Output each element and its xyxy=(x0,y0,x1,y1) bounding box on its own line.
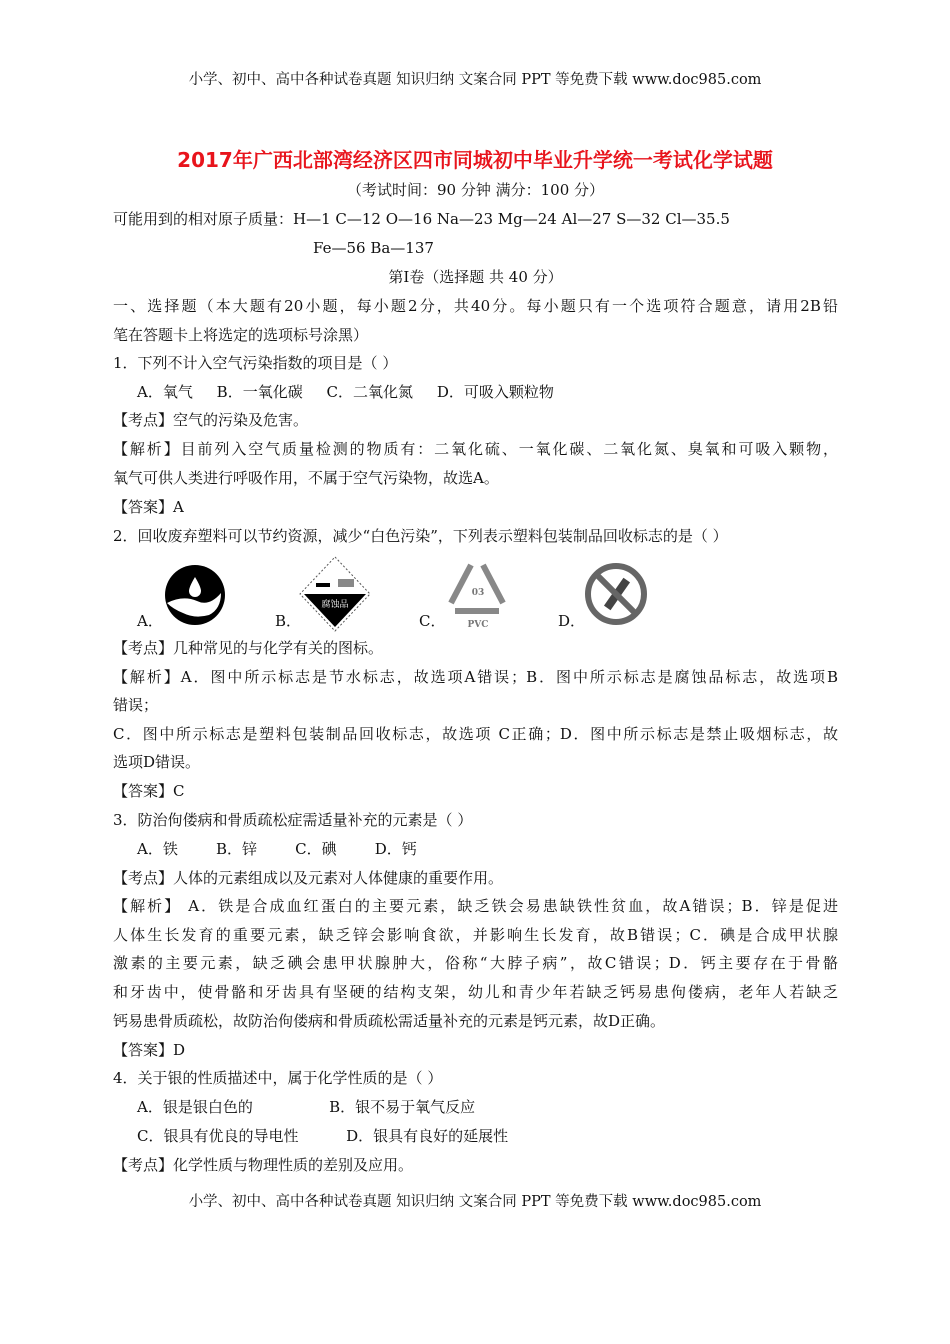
text-line: 人体生长发育的重要元素，缺乏锌会影响食欲，并影响生长发育，故B错误；C．碘是合成甲状腺 xyxy=(113,926,838,944)
no-smoking-icon xyxy=(583,561,649,627)
page-header: 小学、初中、高中各种试卷真题 知识归纳 文案合同 PPT 等免费下载 www.doc985.com xyxy=(188,72,762,88)
text-line: 钙易患骨质疏松，故防治佝偻病和骨质疏松需适量补充的元素是钙元素，故D正确。 xyxy=(113,1012,666,1030)
question-3: 3．防治佝偻病和骨质疏松症需适量补充的元素是（ ） xyxy=(113,811,473,829)
svg-text:腐蚀品: 腐蚀品 xyxy=(321,600,349,610)
text-line: 【解析】A．图中所示标志是节水标志，故选项A错误；B．图中所示标志是腐蚀品标志，故选项B xyxy=(113,668,838,686)
recycle-pvc-icon xyxy=(443,557,513,633)
atomic-masses-cont: Fe—56 Ba—137 xyxy=(313,239,434,257)
text-line: 激素的主要元素，缺乏碘会患甲状腺肿大，俗称“大脖子病”，故C错误；D．钙主要存在于骨骼 xyxy=(113,954,838,972)
svg-text:03: 03 xyxy=(471,588,485,598)
corrosive-icon xyxy=(298,555,372,633)
option-b-label: B． xyxy=(275,612,302,630)
text-line: 笔在答题卡上将选定的选项标号涂黑） xyxy=(113,326,369,344)
atomic-masses: 可能用到的相对原子质量：H—1 C—12 O—16 Na—23 Mg—24 Al—27 S—32 Cl—35.5 xyxy=(113,210,730,228)
options-4-cd: C．银具有优良的导电性 D．银具有良好的延展性 xyxy=(137,1127,509,1145)
question-2-options xyxy=(113,555,713,635)
text-line: 【考点】化学性质与物理性质的差别及应用。 xyxy=(113,1156,414,1174)
question-1: 1．下列不计入空气污染指数的项目是（ ） xyxy=(113,354,398,372)
page-title: 2017年广西北部湾经济区四市同城初中毕业升学统一考试化学试题 xyxy=(177,148,773,172)
water-saving-icon xyxy=(163,563,227,627)
section-heading: 第Ⅰ卷（选择题 共 40 分） xyxy=(388,268,563,286)
question-2: 2．回收废弃塑料可以节约资源，减少“白色污染”，下列表示塑料包装制品回收标志的是（ ） xyxy=(113,527,728,545)
option-d-label: D． xyxy=(558,612,586,630)
text-line: 【解析】目前列入空气质量检测的物质有：二氧化硫、一氧化碳、二氧化氮、臭氧和可吸入颗物， xyxy=(113,440,838,458)
text-line: 【考点】几种常见的与化学有关的图标。 xyxy=(113,639,384,657)
text-line: C．图中所示标志是塑料包装制品回收标志，故选项 C正确；D．图中所示标志是禁止吸烟标志，故 xyxy=(113,725,838,743)
text-line: 氧气可供人类进行呼吸作用，不属于空气污染物，故选A。 xyxy=(113,469,499,487)
answer: 【答案】C xyxy=(113,782,185,800)
text-line: 和牙齿中，使骨骼和牙齿具有坚硬的结构支架，幼儿和青少年若缺乏钙易患佝偻病，老年人若缺乏 xyxy=(113,983,838,1001)
text-line: 选项D错误。 xyxy=(113,753,201,771)
text-line: 错误； xyxy=(113,696,159,714)
question-4: 4．关于银的性质描述中，属于化学性质的是（ ） xyxy=(113,1069,443,1087)
text-line: 【考点】人体的元素组成以及元素对人体健康的重要作用。 xyxy=(113,869,504,887)
options-4-ab: A．银是银白色的 B．银不易于氧气反应 xyxy=(137,1098,476,1116)
option-c-label: C． xyxy=(419,612,446,630)
text-line: 【考点】空气的污染及危害。 xyxy=(113,411,309,429)
text-line: 【解析】 A．铁是合成血红蛋白的主要元素，缺乏铁会易患缺铁性贫血，故A错误；B．锌是促进 xyxy=(113,897,838,915)
subtitle: （考试时间：90 分钟 满分：100 分） xyxy=(346,181,605,199)
text-line: 一、选择题（本大题有20小题，每小题2分，共40分。每小题只有一个选项符合题意，请用2B铅 xyxy=(113,297,838,315)
options-3: A．铁 B．锌 C．碘 D．钙 xyxy=(137,840,417,858)
options-1: A．氧气 B．一氧化碳 C．二氧化氮 D．可吸入颗粒物 xyxy=(137,383,554,401)
option-a-label: A． xyxy=(137,612,163,630)
answer: 【答案】D xyxy=(113,1041,186,1059)
page-footer: 小学、初中、高中各种试卷真题 知识归纳 文案合同 PPT 等免费下载 www.doc985.com xyxy=(188,1194,762,1210)
svg-text:PVC: PVC xyxy=(467,620,489,630)
answer: 【答案】A xyxy=(113,498,184,516)
